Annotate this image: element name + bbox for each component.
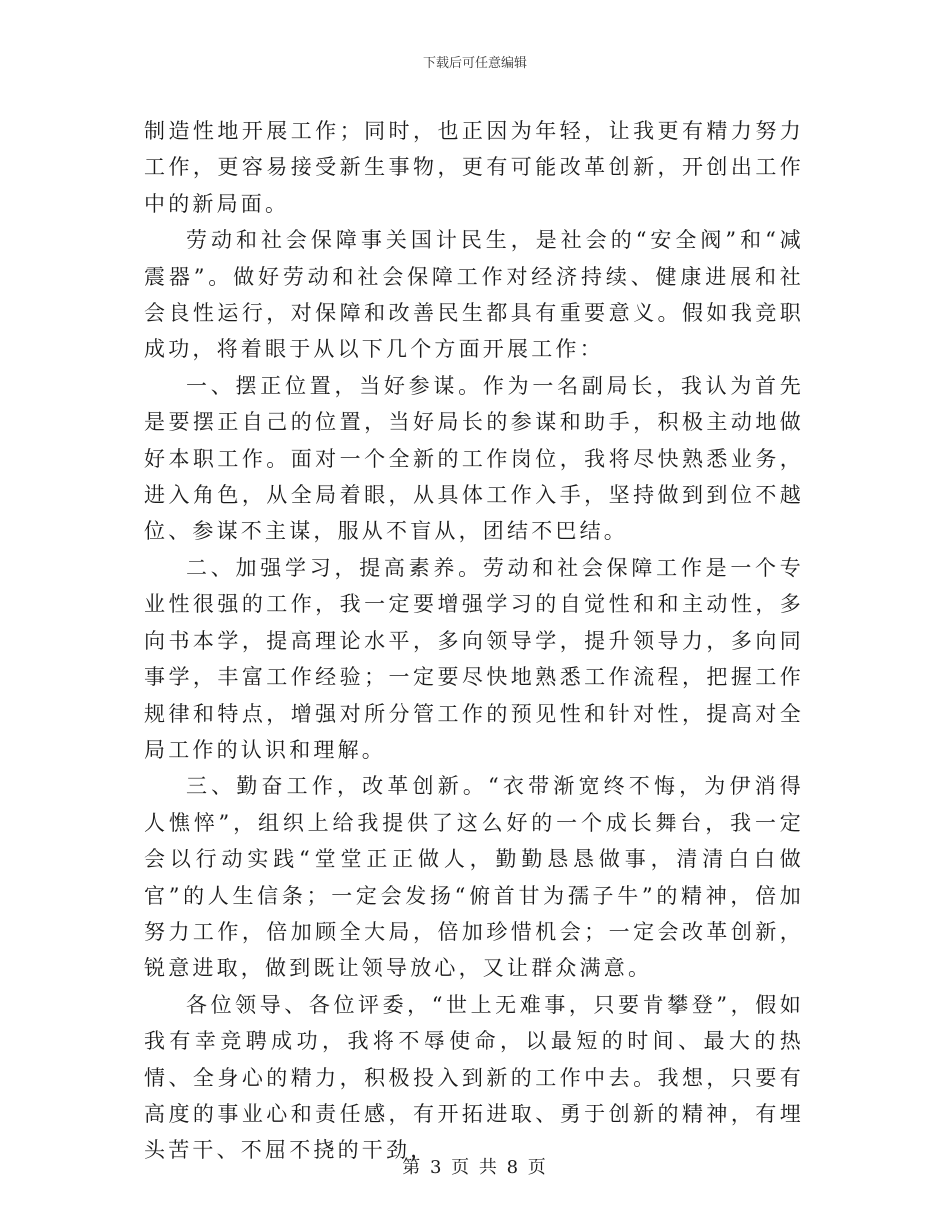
- page-header-note: 下载后可任意编辑: [422, 56, 527, 71]
- paragraph-point-three: 三、勤奋工作，改革创新。“衣带渐宽终不悔，为伊消得人憔悴”，组织上给我提供了这么好的一个成长舞台，我一定会以行动实践“堂堂正正做人，勤勤恳恳做事，清清白白做官”的人生信条；一定会发扬“俯首甘为孺子牛”的精神，倍加努力工作，倍加顾全大局，倍加珍惜机会；一定会改革创新，锐意进取，做到既让领导放心，又让群众满意。: [144, 774, 804, 981]
- paragraph-point-one: 一、摆正位置，当好参谋。作为一名副局长，我认为首先是要摆正自己的位置，当好局长的参谋和助手，积极主动地做好本职工作。面对一个全新的工作岗位，我将尽快熟悉业务，进入角色，从全局着眼，从具体工作入手，坚持做到到位不越位、参谋不主谋，服从不盲从，团结不巴结。: [144, 373, 804, 544]
- paragraph-continuation: 制造性地开展工作；同时，也正因为年轻，让我更有精力努力工作，更容易接受新生事物，更有可能改革创新，开创出工作中的新局面。: [144, 119, 804, 216]
- document-body: [144, 111, 804, 1169]
- paragraph-closing: 各位领导、各位评委，“世上无难事，只要肯攀登”，假如我有幸竞聘成功，我将不辱使命，以最短的时间、最大的热情、全身心的精力，积极投入到新的工作中去。我想，只要有高度的事业心和责任感，有开拓进取、勇于创新的精神，有埋头苦干、不屈不挠的干劲，: [144, 992, 804, 1163]
- paragraph-labor-security: 劳动和社会保障事关国计民生，是社会的“安全阀”和“减震器”。做好劳动和社会保障工作对经济持续、健康进展和社会良性运行，对保障和改善民生都具有重要意义。假如我竞职成功，将着眼于从以下几个方面开展工作：: [144, 228, 804, 362]
- page-number-footer: 第 3 页 共 8 页: [402, 1157, 548, 1178]
- paragraph-point-two: 二、加强学习，提高素养。劳动和社会保障工作是一个专业性很强的工作，我一定要增强学习的自觉性和和主动性，多向书本学，提高理论水平，多向领导学，提升领导力，多向同事学，丰富工作经验；一定要尽快地熟悉工作流程，把握工作规律和特点，增强对所分管工作的预见性和针对性，提高对全局工作的认识和理解。: [144, 555, 804, 762]
